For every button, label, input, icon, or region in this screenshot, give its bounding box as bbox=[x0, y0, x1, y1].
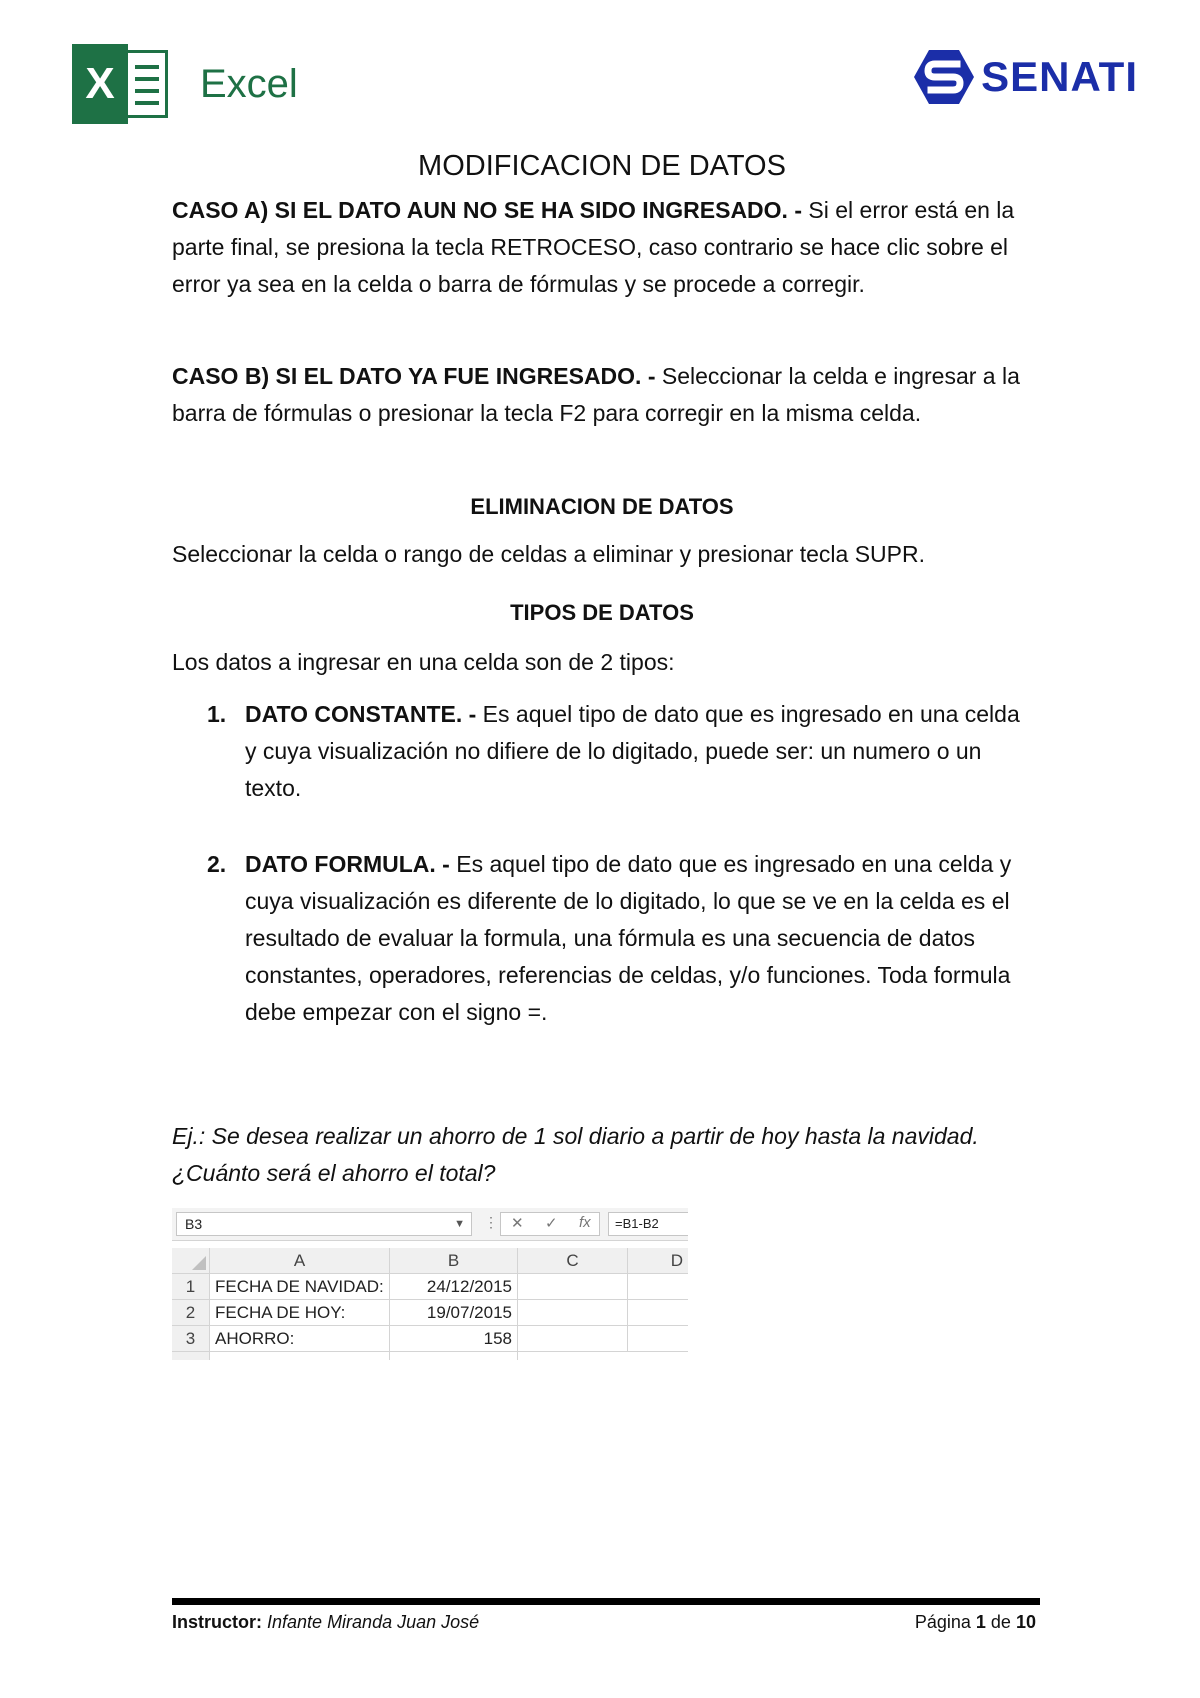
eliminacion-text: Seleccionar la celda o rango de celdas a eliminar y presionar tecla SUPR. bbox=[172, 541, 926, 567]
instructor-name: Infante Miranda Juan José bbox=[267, 1612, 480, 1632]
cell-b2[interactable]: 19/07/2015 bbox=[390, 1300, 518, 1326]
cell-b1[interactable]: 24/12/2015 bbox=[390, 1274, 518, 1300]
column-header-a[interactable]: A bbox=[210, 1248, 390, 1274]
senati-emblem-icon bbox=[913, 48, 975, 106]
caso-a-paragraph bbox=[172, 192, 1034, 303]
dato-formula-label: DATO FORMULA. - bbox=[245, 851, 450, 877]
list-number: 2. bbox=[207, 851, 227, 877]
check-icon[interactable]: ✓ bbox=[545, 1215, 558, 1232]
tipos-heading: TIPOS DE DATOS bbox=[510, 600, 694, 625]
cell-c2[interactable] bbox=[518, 1300, 628, 1326]
cell-d3[interactable] bbox=[628, 1326, 688, 1352]
spreadsheet-example bbox=[172, 1208, 688, 1368]
excel-wordmark: Excel bbox=[200, 61, 298, 106]
senati-logo bbox=[913, 48, 1138, 106]
row-header-4[interactable] bbox=[172, 1352, 210, 1360]
column-header-b[interactable]: B bbox=[390, 1248, 518, 1274]
dato-constante-label: DATO CONSTANTE. - bbox=[245, 701, 477, 727]
list-item-dato-formula bbox=[207, 846, 1037, 1031]
cell-d2[interactable] bbox=[628, 1300, 688, 1326]
page-title: MODIFICACION DE DATOS bbox=[418, 150, 786, 182]
excel-icon: X bbox=[72, 44, 170, 124]
caso-b-paragraph bbox=[172, 358, 1034, 432]
column-header-d[interactable]: D bbox=[628, 1248, 688, 1274]
formula-input[interactable]: =B1-B2 bbox=[608, 1212, 688, 1236]
chevron-down-icon[interactable]: ▼ bbox=[454, 1218, 465, 1230]
caso-a-text: Si el error está en la parte final, se presiona la tecla RETROCESO, caso contrario se hace clic sobre el error ya sea en la celda o barra de fórmulas y se procede a corregir. bbox=[172, 197, 1015, 297]
row-header-2[interactable]: 2 bbox=[172, 1300, 210, 1326]
page-word: Página bbox=[914, 1612, 971, 1632]
dato-constante-text: Es aquel tipo de dato que es ingresado en una celda y cuya visualización no difiere de lo digitado, puede ser: un numero o un texto. bbox=[245, 701, 1020, 801]
page-current: 1 bbox=[975, 1612, 986, 1632]
cancel-icon[interactable]: ✕ bbox=[511, 1215, 524, 1232]
cell-a1[interactable]: FECHA DE NAVIDAD: bbox=[210, 1274, 390, 1300]
footer-rule bbox=[172, 1598, 1040, 1605]
formula-bar bbox=[172, 1208, 688, 1241]
cell-a3[interactable]: AHORRO: bbox=[210, 1326, 390, 1352]
name-box-value: B3 bbox=[185, 1216, 203, 1232]
eliminacion-heading: ELIMINACION DE DATOS bbox=[470, 494, 734, 519]
caso-b-label: CASO B) SI EL DATO YA FUE INGRESADO. - bbox=[172, 363, 656, 389]
cell-c3[interactable] bbox=[518, 1326, 628, 1352]
cell-b3[interactable]: 158 bbox=[390, 1326, 518, 1352]
row-header-3[interactable]: 3 bbox=[172, 1326, 210, 1352]
dato-formula-text: Es aquel tipo de dato que es ingresado en una celda y cuya visualización es diferente de lo digitado, lo que se ve en la celda es el resultado de evaluar la formula, una fórmula es una secuencia de datos constantes, operadores, referencias de celdas, y/o funciones. Toda formula debe empezar con el signo =. bbox=[245, 851, 1012, 1025]
cell-a4[interactable] bbox=[210, 1352, 390, 1360]
cell-b4[interactable] bbox=[390, 1352, 518, 1360]
caso-b-text: Seleccionar la celda e ingresar a la barra de fórmulas o presionar la tecla F2 para corregir en la misma celda. bbox=[172, 363, 1020, 426]
list-number: 1. bbox=[207, 701, 227, 727]
tipos-intro: Los datos a ingresar en una celda son de 2 tipos: bbox=[172, 649, 675, 675]
excel-logo bbox=[72, 44, 298, 124]
select-all-corner[interactable] bbox=[172, 1248, 210, 1274]
row-header-1[interactable]: 1 bbox=[172, 1274, 210, 1300]
formula-buttons bbox=[500, 1212, 600, 1236]
cell-d1[interactable] bbox=[628, 1274, 688, 1300]
example-text: Ej.: Se desea realizar un ahorro de 1 sol diario a partir de hoy hasta la navidad. ¿Cuánto será el ahorro el total? bbox=[172, 1123, 979, 1186]
page-total: 10 bbox=[1015, 1612, 1036, 1632]
page-of: de bbox=[990, 1612, 1011, 1632]
senati-wordmark: SENATI bbox=[981, 53, 1138, 100]
name-box[interactable] bbox=[176, 1212, 472, 1236]
instructor-label: Instructor: bbox=[172, 1612, 262, 1632]
insert-function-icon[interactable]: fx bbox=[579, 1214, 591, 1231]
cell-a2[interactable]: FECHA DE HOY: bbox=[210, 1300, 390, 1326]
caso-a-label: CASO A) SI EL DATO AUN NO SE HA SIDO INGRESADO. - bbox=[172, 197, 802, 223]
cell-c1[interactable] bbox=[518, 1274, 628, 1300]
more-options-icon[interactable]: ⋮ bbox=[484, 1214, 498, 1230]
column-header-c[interactable]: C bbox=[518, 1248, 628, 1274]
list-item-dato-constante bbox=[207, 696, 1037, 807]
footer-page-number bbox=[172, 1612, 1036, 1633]
